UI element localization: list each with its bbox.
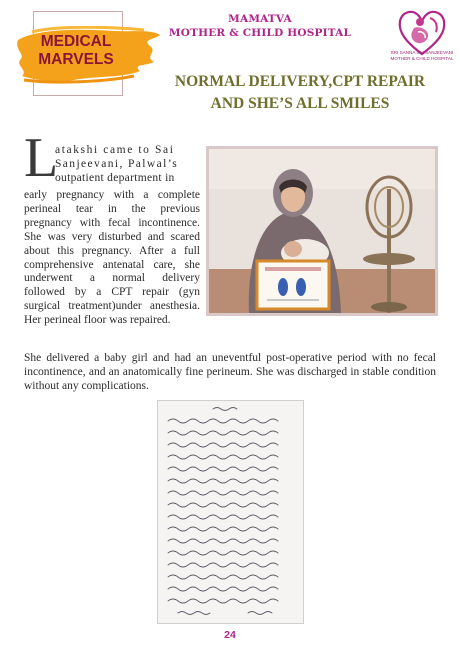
patient-photo bbox=[206, 146, 438, 316]
drop-cap: L bbox=[24, 127, 59, 189]
page-number: 24 bbox=[224, 629, 236, 641]
story-opening-lines bbox=[55, 144, 200, 186]
story-line-1: atakshi came to Sai bbox=[55, 144, 175, 156]
handwritten-letter-scribbles bbox=[158, 401, 303, 623]
logo-caption-line2: MOTHER & CHILD HOSPITAL bbox=[390, 56, 454, 61]
badge-line1: MEDICAL bbox=[40, 33, 112, 50]
headline-line2: AND SHE’S ALL SMILES bbox=[210, 95, 390, 112]
hospital-name bbox=[150, 12, 370, 40]
headline-line1: NORMAL DELIVERY,CPT REPAIR bbox=[174, 73, 426, 90]
patient-photo-illustration bbox=[209, 149, 435, 313]
hospital-line1: MAMATVA bbox=[228, 13, 292, 25]
medical-marvels-badge bbox=[16, 33, 136, 69]
story-line-2: Sanjeevani, Palwal’s bbox=[55, 157, 179, 170]
handwritten-letter-image bbox=[157, 400, 304, 624]
hospital-line2: MOTHER & CHILD HOSPITAL bbox=[168, 27, 352, 39]
story-paragraph-2: She delivered a baby girl and had an uneventful post-operative period with no fecal incontinence, and an anatomically fine perineum. She was discharged in stable condition without any complications. bbox=[24, 352, 436, 392]
logo-caption-line1: SRI SANNA SAI SANJEEVANI bbox=[390, 50, 454, 55]
logo-caption bbox=[388, 50, 456, 62]
article-headline bbox=[170, 71, 430, 115]
story-line-3: outpatient department in bbox=[55, 171, 175, 184]
story-body: early pregnancy with a complete perineal tear in the previous pregnancy with fecal incontinence. She was very disturbed and scared about this pregnancy. After a full comprehensive antenatal care, she underwent a normal delivery followed by a CPT repair (gyn surgical treatment)under anesthesia. Her perineal floor was repaired. bbox=[24, 189, 200, 327]
badge-line2: MARVELS bbox=[38, 51, 114, 68]
